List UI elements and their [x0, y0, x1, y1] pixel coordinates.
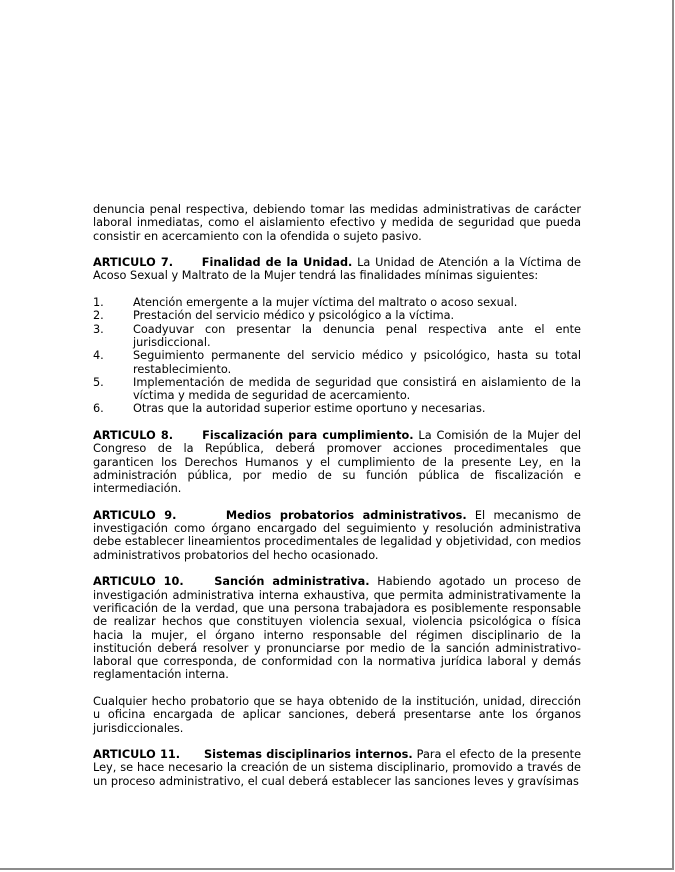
article-9-title: Medios probatorios administrativos.: [225, 508, 467, 522]
article-11-text: Para el efecto de la presente Ley, se hace necesario la creación de un sistema disciplinario, promovido a través de un proceso administrativo, el cual deberá establecer las sanciones leves y gravísimas: [93, 748, 582, 788]
list-item: [93, 296, 581, 309]
article-10-second-paragraph: Cualquier hecho probatorio que se haya obtenido de la institución, unidad, dirección u oficina encargada de aplicar sanciones, deberá presentarse ante los órganos jurisdiccionales.: [93, 694, 581, 735]
article-8-text: La Comisión de la Mujer del Congreso de la República, deberá promover acciones procedimentales que garanticen los Derechos Humanos y el cumplimiento de la presente Ley, en la administración pública, por medio de su función pública de fiscalización e intermediación.: [93, 429, 582, 496]
list-item-number: 4.: [93, 349, 104, 363]
article-7-list: [93, 296, 581, 416]
article-9-text: El mecanismo de investigación como órgano encargado del seguimiento y resolución administrativa debe establecer lineamientos procedimentales de legalidad y objetividad, con medios administrativos probatorios del hecho ocasionado.: [93, 508, 581, 562]
article-7-paragraph: [93, 256, 581, 283]
article-10-text: Habiendo agotado un proceso de investigación administrativa interna exhaustiva, que permita administrativamente la verificación de la verdad, que una persona trabajadora es posiblemente responsable de realizar hechos que constituyen violencia sexual, violencia psicológica o física hacia la mujer, el órgano interno responsable del régimen disciplinario de la institución deberá resolver y pronunciarse por medio de la sanción administrativo-laboral que corresponda, de conformidad con la normativa jurídica laboral y demás reglamentación interna.: [93, 575, 581, 682]
list-item-text: Coadyuvar con presentar la denuncia penal respectiva ante el ente jurisdiccional.: [133, 322, 581, 349]
article-9-paragraph: [93, 509, 581, 562]
list-item-text: Prestación del servicio médico y psicológico a la víctima.: [133, 309, 455, 323]
list-item-number: 6.: [93, 402, 104, 416]
list-item: [93, 402, 581, 415]
list-item-number: 1.: [93, 296, 104, 310]
article-7-title: Finalidad de la Unidad.: [201, 256, 353, 270]
list-item: [93, 323, 581, 350]
article-11-paragraph: [93, 748, 581, 788]
list-item-text: Implementación de medida de seguridad que consistirá en aislamiento de la víctima y medida de seguridad de acercamiento.: [133, 375, 581, 403]
article-7-text: La Unidad de Atención a la Víctima de Acoso Sexual y Maltrato de la Mujer tendrá las finalidades mínimas siguientes:: [93, 256, 581, 283]
list-item: [93, 349, 581, 376]
article-10-paragraph: [93, 575, 581, 681]
list-item-text: Seguimiento permanente del servicio médico y psicológico, hasta su total restablecimiento.: [133, 349, 581, 376]
list-item-number: 5.: [93, 375, 104, 389]
document-body: [93, 203, 581, 788]
article-10-number: ARTICULO 10.: [93, 575, 184, 589]
article-11-title: Sistemas disciplinarios internos.: [204, 748, 413, 762]
article-8-title: Fiscalización para cumplimiento.: [202, 429, 414, 443]
article-8-number: ARTICULO 8.: [93, 429, 174, 443]
list-item-number: 3.: [93, 322, 104, 336]
list-item-number: 2.: [93, 309, 104, 323]
list-item: [93, 309, 581, 322]
article-10-title: Sanción administrativa.: [214, 575, 370, 589]
list-item: [93, 376, 581, 403]
list-item-text: Otras que la autoridad superior estime oportuno y necesarias.: [133, 402, 486, 416]
article-11-number: ARTICULO 11.: [93, 748, 181, 762]
list-item-text: Atención emergente a la mujer víctima del maltrato o acoso sexual.: [133, 296, 518, 310]
article-8-paragraph: [93, 429, 581, 495]
article-9-number: ARTICULO 9.: [93, 508, 177, 522]
intro-paragraph: denuncia penal respectiva, debiendo tomar las medidas administrativas de carácter laboral inmediatas, como el aislamiento efectivo y medida de seguridad que pueda consistir en acercamiento con la ofendida o sujeto pasivo.: [93, 203, 581, 243]
article-7-number: ARTICULO 7.: [93, 256, 173, 270]
